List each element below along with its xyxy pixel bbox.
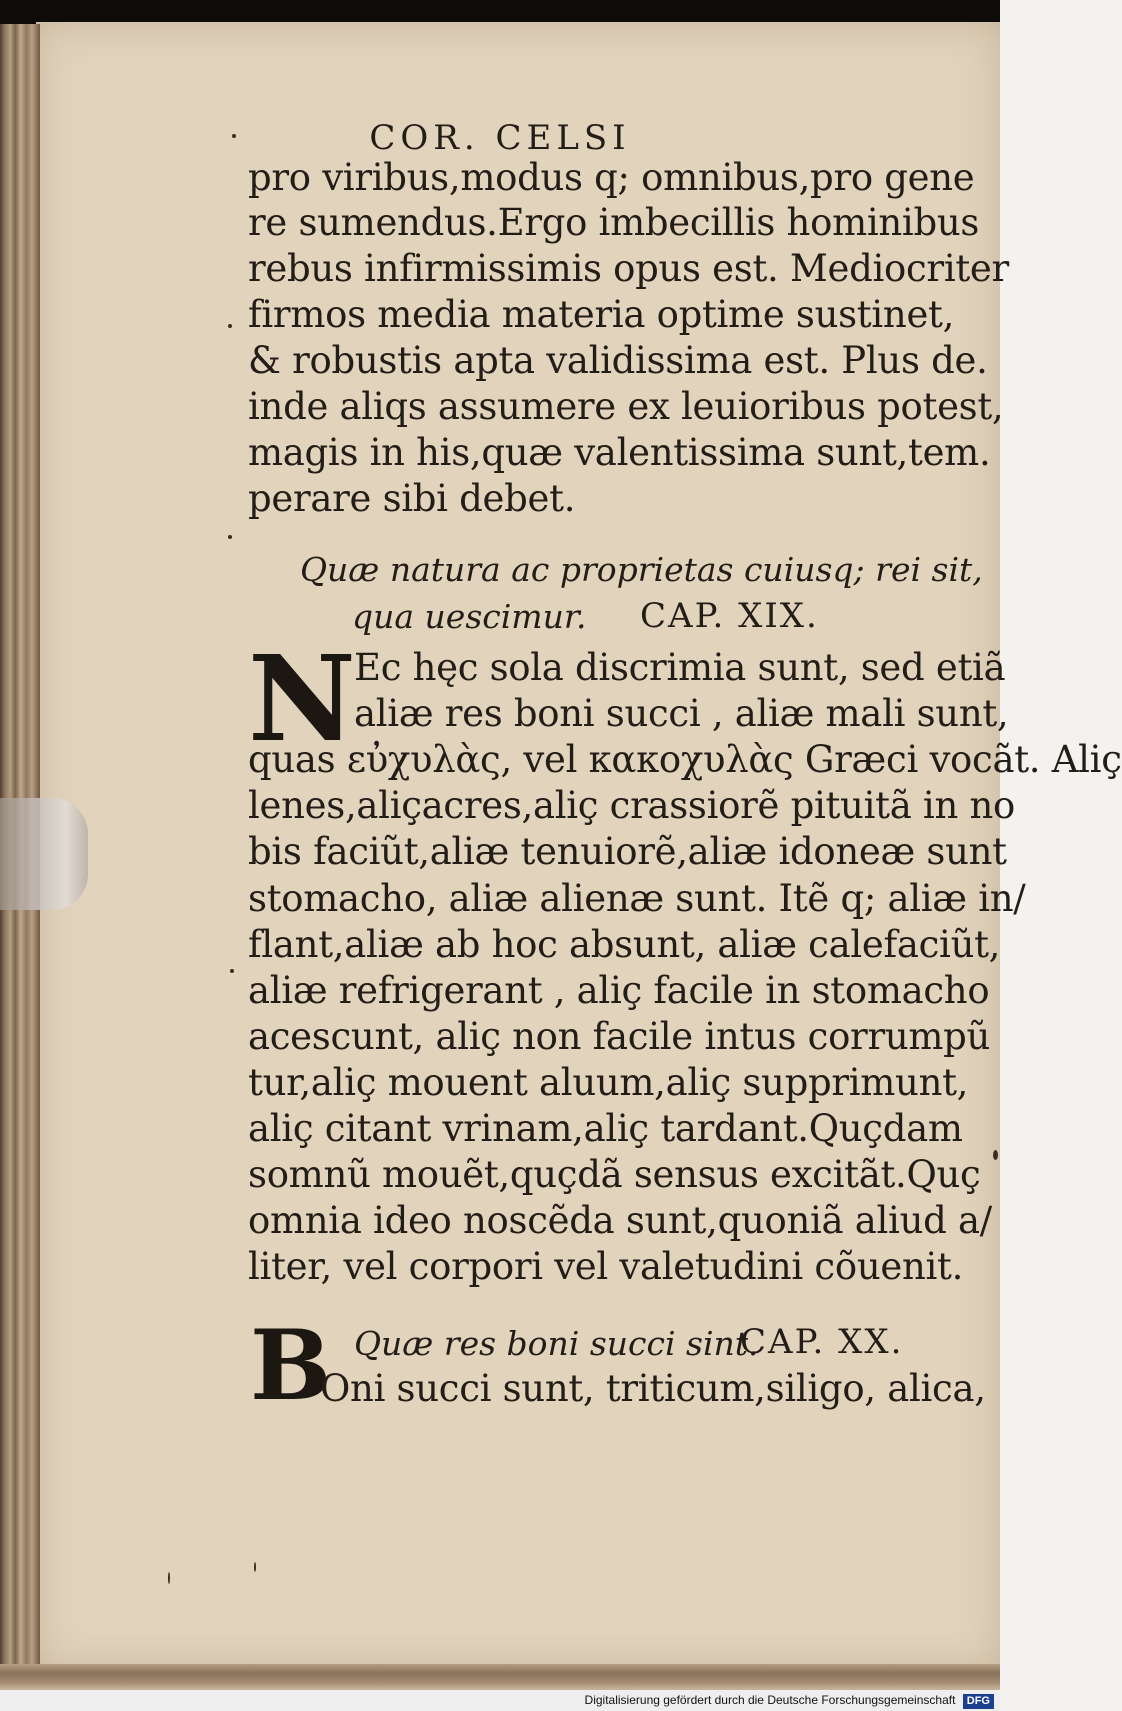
chapter-19-rubric-line1: Quæ natura ac proprietas cuiusq; rei sit, xyxy=(300,550,983,589)
text-line: somnũ mouẽt,quçdã sensus excitãt.Quç xyxy=(248,1153,981,1196)
text-line: pro viribus,modus q; omnibus,pro gene xyxy=(248,156,975,199)
text-line: rebus infirmissimis opus est. Mediocriter xyxy=(248,247,1009,290)
text-line: inde aliqs assumere ex leuioribus potest, xyxy=(248,385,1004,428)
ink-speck xyxy=(230,969,234,973)
text-line: Ec hęc sola discrimia sunt, sed etiã xyxy=(354,646,1006,689)
digitization-credit xyxy=(0,1690,1000,1711)
text-line: liter, vel corpori vel valetudini cõuenit. xyxy=(248,1245,964,1288)
text-line: stomacho, aliæ alienæ sunt. Itẽ q; aliæ in/ xyxy=(248,877,1026,920)
drop-initial-b: B xyxy=(250,1309,332,1422)
ink-speck xyxy=(228,324,232,328)
credit-text: Digitalisierung gefördert durch die Deutsche Forschungsgemeinschaft xyxy=(584,1693,956,1707)
text-line: flant,aliæ ab hoc absunt, aliæ calefaciũt, xyxy=(248,923,1001,966)
text-line: acescunt, aliç non facile intus corrumpũ xyxy=(248,1015,991,1058)
chapter-19-rubric-line2: qua uescimur. xyxy=(352,597,587,636)
text-line: lenes,aliçacres,aliç crassiorẽ pituitã in no xyxy=(248,784,1015,827)
text-line: re sumendus.Ergo imbecillis hominibus xyxy=(248,201,980,244)
page-bottom-edges xyxy=(0,1664,1000,1690)
ink-speck xyxy=(254,1562,256,1572)
text-line: perare sibi debet. xyxy=(248,477,576,520)
text-line: tur,aliç mouent aluum,aliç supprimunt, xyxy=(248,1061,969,1104)
text-line: bis faciũt,aliæ tenuiorẽ,aliæ idoneæ sunt xyxy=(248,830,1007,873)
chapter-19-number: CAP. XIX. xyxy=(640,596,819,636)
page-clip xyxy=(0,798,88,910)
chapter-20-rubric: Quæ res boni succi sint. xyxy=(354,1324,759,1363)
ink-speck xyxy=(228,535,232,539)
text-line: aliæ refrigerant , aliç facile in stomacho xyxy=(248,969,990,1012)
text-line: quas εὐχυλὰς, vel κακοχυλὰς Græci vocãt. Aliç xyxy=(248,738,1122,781)
text-line: omnia ideo noscẽda sunt,quoniã aliud a/ xyxy=(248,1199,992,1242)
drop-initial-n: N xyxy=(248,629,356,768)
text-line: firmos media materia optime sustinet, xyxy=(248,293,955,336)
text-line: magis in his,quæ valentissima sunt,tem. xyxy=(248,431,991,474)
text-line: Oni succi sunt, triticum,siligo, alica, xyxy=(320,1367,986,1410)
ink-speck xyxy=(232,134,236,138)
scan-top-border xyxy=(0,0,1000,24)
ink-speck xyxy=(993,1150,998,1160)
chapter-20-number: CAP. XX. xyxy=(740,1322,904,1362)
text-line: aliç citant vrinam,aliç tardant.Quçdam xyxy=(248,1107,963,1150)
text-line: & robustis apta validissima est. Plus de. xyxy=(248,339,988,382)
text-line: aliæ res boni succi , aliæ mali sunt, xyxy=(354,692,1009,735)
dfg-logo: DFG xyxy=(963,1694,994,1709)
ink-speck xyxy=(168,1572,170,1584)
running-title: COR. CELSI xyxy=(369,118,631,158)
